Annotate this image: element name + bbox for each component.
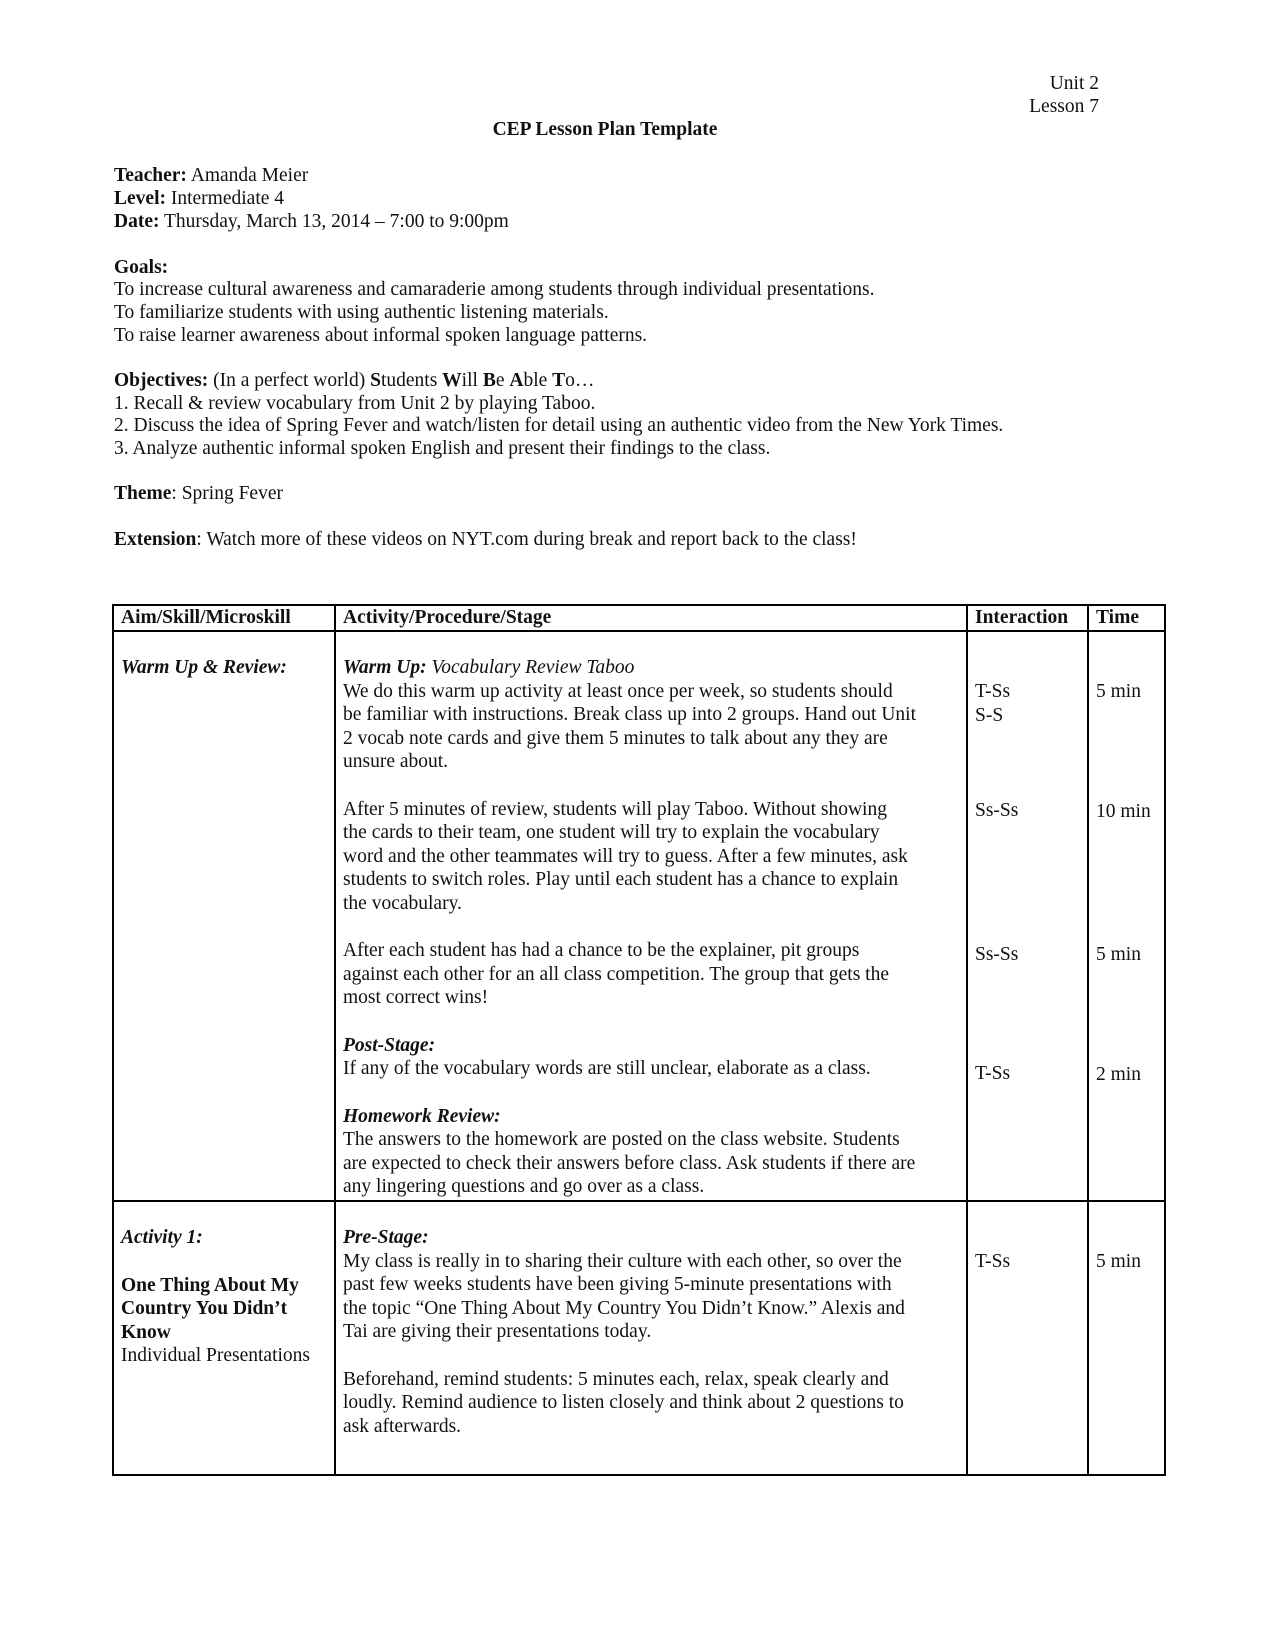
swbat-letter: T xyxy=(552,370,566,391)
interaction-cell xyxy=(967,631,1088,1201)
text-line: Beforehand, remind students: 5 minutes each, relax, speak clearly and xyxy=(343,1368,889,1390)
activity-title-line: Know xyxy=(121,1321,171,1343)
page-title: CEP Lesson Plan Template xyxy=(492,119,718,140)
objectives-heading xyxy=(114,369,594,393)
objective-item: 1. Recall & review vocabulary from Unit 2 by playing Taboo. xyxy=(114,393,596,414)
activity-title-line: One Thing About My xyxy=(121,1274,299,1296)
warmup-heading xyxy=(343,656,959,680)
pre-stage-label: Pre-Stage: xyxy=(343,1227,429,1248)
post-stage-label: Post-Stage: xyxy=(343,1034,436,1056)
lesson-label: Lesson 7 xyxy=(1029,96,1099,117)
text-line: past few weeks students have been giving 5-minute presentations with xyxy=(343,1274,892,1295)
text-line: unsure about. xyxy=(343,751,449,772)
time-cell xyxy=(1088,1201,1165,1475)
interaction-value: Ss-Ss xyxy=(975,943,1019,965)
text-line: the vocabulary. xyxy=(343,892,462,914)
homework-review-label: Homework Review: xyxy=(343,1105,501,1127)
time-value: 5 min xyxy=(1096,944,1141,965)
activity-label: Activity 1: xyxy=(121,1227,203,1248)
text-line: The answers to the homework are posted on the class website. Students xyxy=(343,1129,900,1150)
date-value: Thursday, March 13, 2014 – 7:00 to 9:00pm xyxy=(164,211,509,232)
header-time: Time xyxy=(1088,605,1165,631)
time-cell xyxy=(1088,631,1165,1201)
interaction-value: Ss-Ss xyxy=(975,800,1019,821)
text-line: the topic “One Thing About My Country You Didn’t Know.” Alexis and xyxy=(343,1297,905,1319)
interaction-cell xyxy=(967,1201,1088,1475)
swbat-rest: ble xyxy=(523,370,553,391)
extension-value: Watch more of these videos on NYT.com during break and report back to the class! xyxy=(206,529,857,550)
teacher-value: Amanda Meier xyxy=(190,165,309,186)
goal-item: To raise learner awareness about informal spoken language patterns. xyxy=(114,325,648,346)
lesson-plan-table xyxy=(112,604,1166,1476)
aim-cell xyxy=(113,1201,335,1475)
objective-item: 3. Analyze authentic informal spoken English and present their findings to the class. xyxy=(114,438,771,459)
swbat-rest: ill xyxy=(461,370,483,391)
text-line: We do this warm up activity at least once per week, so students should xyxy=(343,680,893,702)
interaction-value: T-Ss xyxy=(975,1251,1011,1272)
swbat-rest: tudents xyxy=(380,370,443,391)
header-aim: Aim/Skill/Microskill xyxy=(113,605,335,631)
text-line: against each other for an all class competition. The group that gets the xyxy=(343,963,890,985)
text-line: word and the other teammates will try to guess. After a few minutes, ask xyxy=(343,845,908,867)
table-row xyxy=(113,631,1165,1201)
text-line: the cards to their team, one student will try to explain the vocabulary xyxy=(343,822,880,843)
level-label: Level: xyxy=(114,188,166,209)
interaction-value: S-S xyxy=(975,704,1004,726)
warmup-title: Vocabulary Review Taboo xyxy=(426,657,635,678)
goal-item: To familiarize students with using authentic listening materials. xyxy=(114,302,609,323)
table-row xyxy=(113,1201,1165,1475)
time-value: 2 min xyxy=(1096,1063,1141,1085)
text-line: After each student has had a chance to be the explainer, pit groups xyxy=(343,940,860,961)
header-activity: Activity/Procedure/Stage xyxy=(335,605,967,631)
teacher-line xyxy=(114,164,308,188)
theme-value: Spring Fever xyxy=(181,483,283,504)
goal-item: To increase cultural awareness and camaraderie among students through individual presentations. xyxy=(114,279,875,300)
text-line: Tai are giving their presentations today. xyxy=(343,1321,652,1342)
extension-separator: : xyxy=(196,529,207,550)
objectives-label: Objectives: xyxy=(114,370,209,391)
date-line xyxy=(114,210,509,234)
swbat-rest: e xyxy=(495,370,510,391)
activity-subtitle: Individual Presentations xyxy=(121,1345,311,1366)
text-line: ask afterwards. xyxy=(343,1415,462,1437)
swbat-letter: S xyxy=(370,370,381,391)
date-label: Date: xyxy=(114,211,160,232)
header-interaction: Interaction xyxy=(967,605,1088,631)
swbat-letter: A xyxy=(509,370,524,391)
text-line: any lingering questions and go over as a class. xyxy=(343,1176,705,1197)
unit-label: Unit 2 xyxy=(1049,73,1099,94)
level-line xyxy=(114,187,284,211)
extension-label: Extension xyxy=(114,529,197,550)
interaction-value: T-Ss xyxy=(975,1063,1011,1084)
text-line: After 5 minutes of review, students will play Taboo. Without showing xyxy=(343,798,887,820)
theme-label: Theme xyxy=(114,483,172,504)
text-line: most correct wins! xyxy=(343,987,489,1008)
aim-warmup: Warm Up & Review: xyxy=(121,657,287,678)
activity-title-line: Country You Didn’t xyxy=(121,1298,288,1319)
activity-cell xyxy=(335,631,967,1201)
time-value: 5 min xyxy=(1096,681,1141,702)
swbat-rest: o… xyxy=(565,370,595,391)
interaction-value: T-Ss xyxy=(975,681,1011,702)
warmup-label: Warm Up: xyxy=(343,657,427,678)
goals-label: Goals: xyxy=(114,257,169,278)
aim-cell xyxy=(113,631,335,1201)
text-line: loudly. Remind audience to listen closely and think about 2 questions to xyxy=(343,1392,904,1413)
text-line: be familiar with instructions. Break class up into 2 groups. Hand out Unit xyxy=(343,704,916,725)
swbat-letter: W xyxy=(442,370,462,391)
text-line: If any of the vocabulary words are still unclear, elaborate as a class. xyxy=(343,1058,871,1079)
swbat-letter: B xyxy=(482,370,496,391)
objectives-intro: (In a perfect world) xyxy=(213,370,371,391)
text-line: students to switch roles. Play until each student has a chance to explain xyxy=(343,869,899,890)
time-value: 10 min xyxy=(1096,800,1151,822)
theme-line xyxy=(114,482,283,506)
text-line: My class is really in to sharing their culture with each other, so over the xyxy=(343,1250,902,1272)
text-line: 2 vocab note cards and give them 5 minutes to talk about any they are xyxy=(343,727,888,749)
extension-line xyxy=(114,528,857,552)
theme-separator: : xyxy=(171,483,182,504)
objective-item: 2. Discuss the idea of Spring Fever and watch/listen for detail using an authentic video from the New York Times. xyxy=(114,415,1004,436)
activity-cell xyxy=(335,1201,967,1475)
table-header-row xyxy=(113,605,1165,631)
time-value: 5 min xyxy=(1096,1251,1141,1272)
level-value: Intermediate 4 xyxy=(170,188,285,209)
teacher-label: Teacher: xyxy=(114,165,187,186)
text-line: are expected to check their answers before class. Ask students if there are xyxy=(343,1152,916,1174)
